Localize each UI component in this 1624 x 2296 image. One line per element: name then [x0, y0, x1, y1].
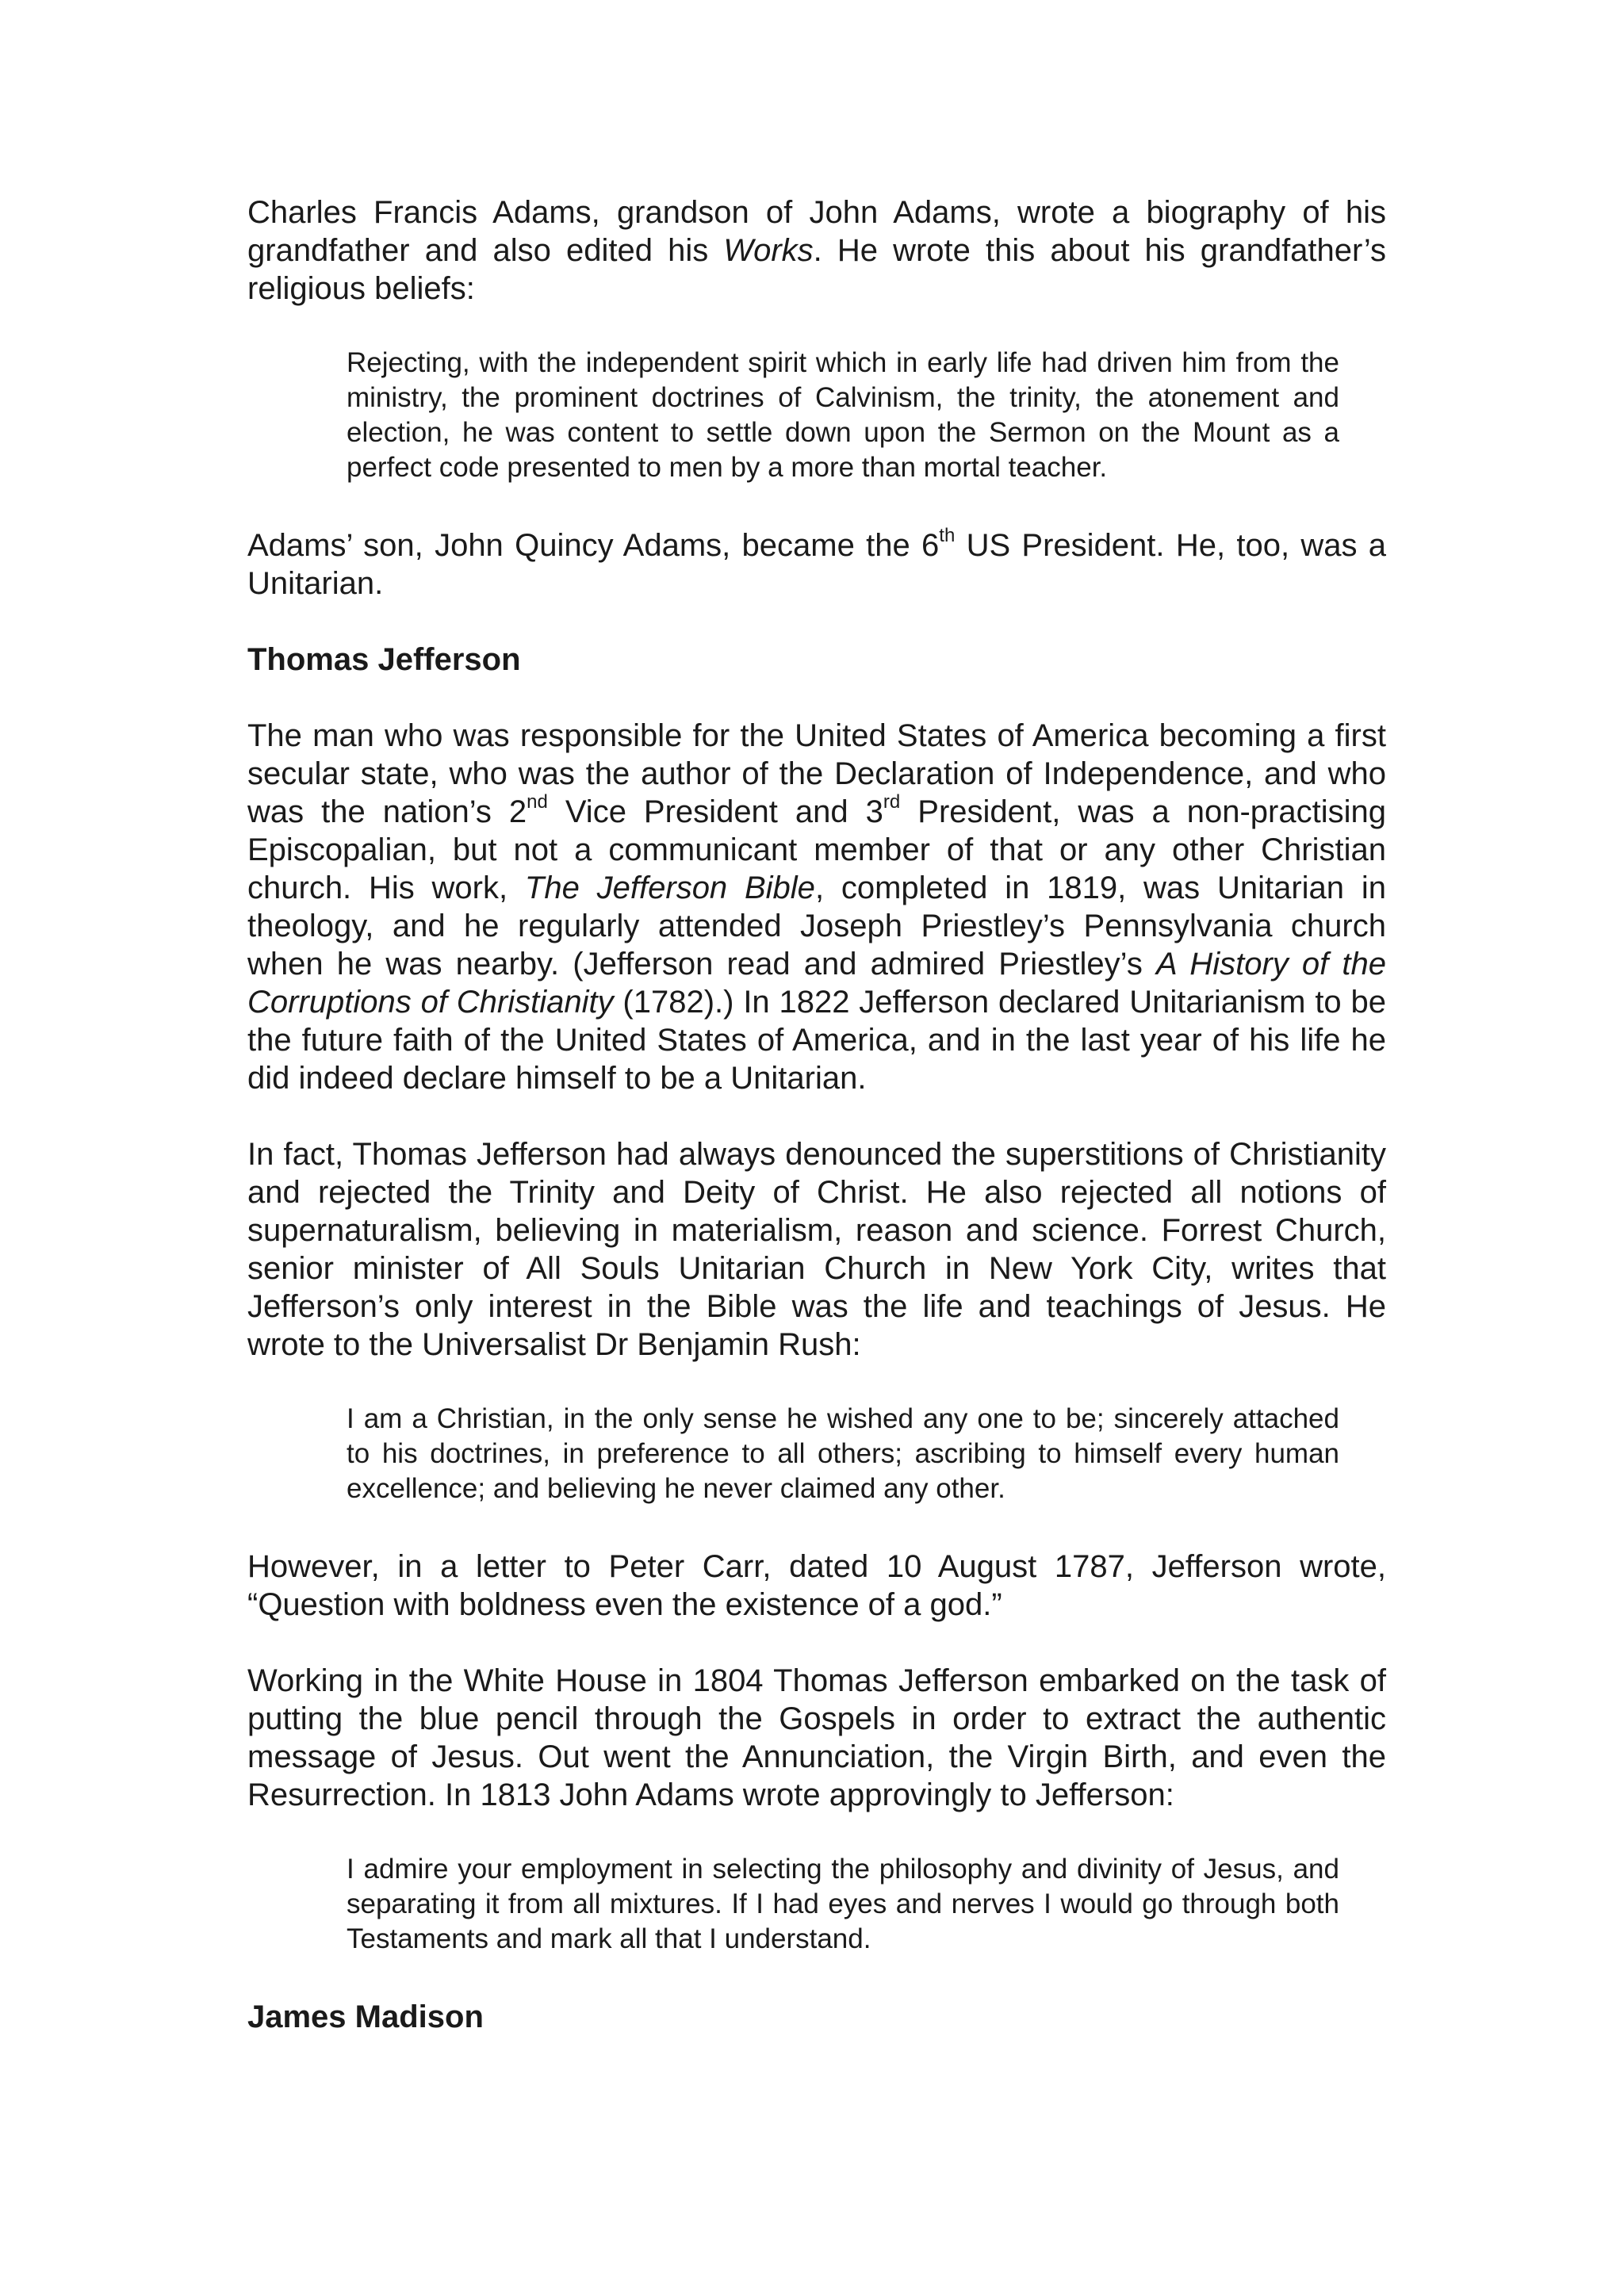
- paragraph-john-quincy-adams: Adams’ son, John Quincy Adams, became the 6th US President. He, too, was a Unitarian.: [247, 524, 1387, 601]
- paragraph-jefferson-secular: The man who was responsible for the United States of America becoming a first secular state, who was the author of the Declaration of Independence, and who was the nation’s 2nd Vice President and 3rd President, was a non-practising Episcopalian, but not a communicant member of that or any other Christian church. His work, The Jefferson Bible, completed in 1819, was Unitarian in theology, and he regularly attended Joseph Priestley’s Pennsylvania church when he was nearby. (Jefferson read and admired Priestley’s A History of the Corruptions of Christianity (1782).) In 1822 Jefferson declared Unitarianism to be the future faith of the United States of America, and in the last year of his life he did indeed declare himself to be a Unitarian.: [247, 718, 1387, 1096]
- paragraph-charles-francis-adams: Charles Francis Adams, grandson of John Adams, wrote a biography of his grandfather and also edited his Works. He wrote this about his grandfather’s religious beliefs:: [247, 195, 1386, 306]
- blockquote-christian-sense: I am a Christian, in the only sense he wished any one to be; sincerely attached to his doctrines, in preference to all others; ascribing to himself every human excellence; and believing he never claimed any other.: [347, 1403, 1339, 1504]
- works-title: Works: [723, 233, 814, 268]
- paragraph-white-house-1804: Working in the White House in 1804 Thomas Jefferson embarked on the task of putting the blue pencil through the Gospels in order to extract the authentic message of Jesus. Out went the Annunciation, the Virgin Birth, and even the Resurrection. In 1813 John Adams wrote approvingly to Jefferson:: [247, 1663, 1386, 1812]
- paragraph-peter-carr-letter: However, in a letter to Peter Carr, dated 10 August 1787, Jefferson wrote, “Question with boldness even the existence of a god.”: [247, 1549, 1386, 1622]
- jefferson-bible-title: The Jefferson Bible: [524, 871, 815, 905]
- document-page: [247, 193, 1386, 2074]
- blockquote-adams-beliefs: Rejecting, with the independent spirit which in early life had driven him from the ministry, the prominent doctrines of Calvinism, the trinity, the atonement and election, he was content to settle down upon the Sermon on the Mount as a perfect code presented to men by a more than mortal teacher.: [347, 347, 1339, 483]
- heading-thomas-jefferson: Thomas Jefferson: [247, 642, 521, 677]
- paragraph-jefferson-beliefs: In fact, Thomas Jefferson had always denounced the superstitions of Christianity and rejected the Trinity and Deity of Christ. He also rejected all notions of supernaturalism, believing in materialism, reason and science. Forrest Church, senior minister of All Souls Unitarian Church in New York City, writes that Jefferson’s only interest in the Bible was the life and teachings of Jesus. He wrote to the Universalist Dr Benjamin Rush:: [247, 1137, 1386, 1362]
- history-corruptions-title: A History of the Corruptions of Christianity: [247, 947, 1387, 1020]
- blockquote-adams-admire: I admire your employment in selecting the philosophy and divinity of Jesus, and separating it from all mixtures. If I had eyes and nerves I would go through both Testaments and mark all that I understand.: [347, 1854, 1339, 1954]
- heading-james-madison: James Madison: [247, 1999, 484, 2034]
